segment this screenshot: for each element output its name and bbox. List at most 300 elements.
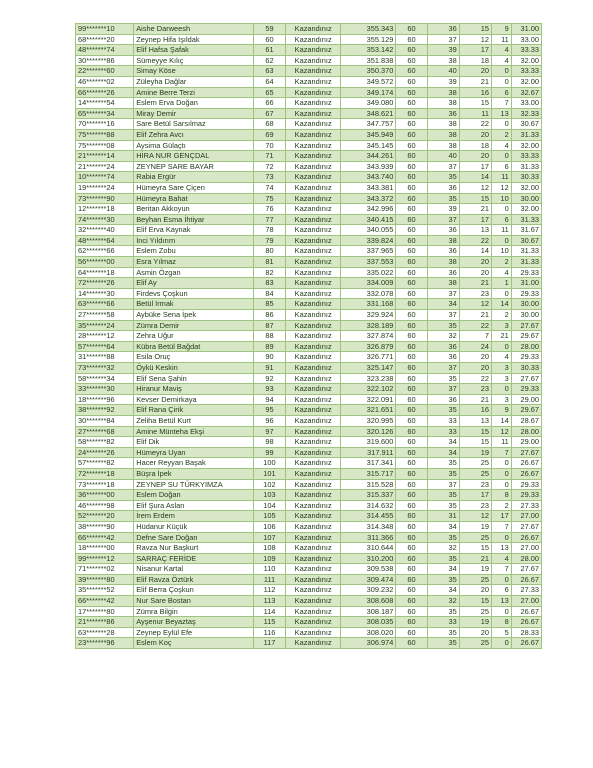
table-row	[76, 627, 542, 638]
correct-cell: 34	[427, 564, 459, 575]
total-questions-cell: 60	[396, 161, 427, 172]
correct-cell: 35	[427, 574, 459, 585]
table-row	[76, 182, 542, 193]
net-cell: 29.33	[511, 267, 541, 278]
score-cell: 309.232	[341, 585, 396, 596]
applicant-id-cell: 18*******96	[76, 394, 134, 405]
applicant-id-cell: 48*******74	[76, 45, 134, 56]
status-cell: Kazandınız	[286, 574, 341, 585]
net-cell: 30.00	[511, 193, 541, 204]
total-questions-cell: 60	[396, 341, 427, 352]
blank-cell: 4	[492, 352, 512, 363]
score-cell: 326.879	[341, 341, 396, 352]
score-cell: 321.651	[341, 405, 396, 416]
status-cell: Kazandınız	[286, 278, 341, 289]
wrong-cell: 20	[459, 363, 491, 374]
name-cell: Sümeyye Kılıç	[134, 55, 254, 66]
table-row	[76, 267, 542, 278]
applicant-id-cell: 52*******20	[76, 511, 134, 522]
correct-cell: 35	[427, 638, 459, 649]
wrong-cell: 11	[459, 108, 491, 119]
wrong-cell: 15	[459, 543, 491, 554]
net-cell: 29.33	[511, 352, 541, 363]
score-cell: 345.949	[341, 129, 396, 140]
table-row	[76, 98, 542, 109]
wrong-cell: 18	[459, 55, 491, 66]
applicant-id-cell: 73*******32	[76, 363, 134, 374]
name-cell: Hüdanur Küçük	[134, 521, 254, 532]
total-questions-cell: 60	[396, 172, 427, 183]
blank-cell: 4	[492, 267, 512, 278]
score-cell: 315.337	[341, 490, 396, 501]
rank-cell: 83	[253, 278, 285, 289]
rank-cell: 66	[253, 98, 285, 109]
rank-cell: 87	[253, 320, 285, 331]
blank-cell: 0	[492, 458, 512, 469]
name-cell: Eslem Doğan	[134, 490, 254, 501]
total-questions-cell: 60	[396, 458, 427, 469]
applicant-id-cell: 21*******86	[76, 617, 134, 628]
total-questions-cell: 60	[396, 606, 427, 617]
results-table-body	[76, 24, 542, 649]
rank-cell: 107	[253, 532, 285, 543]
applicant-id-cell: 75*******88	[76, 129, 134, 140]
score-cell: 334.009	[341, 278, 396, 289]
correct-cell: 36	[427, 267, 459, 278]
total-questions-cell: 60	[396, 384, 427, 395]
status-cell: Kazandınız	[286, 310, 341, 321]
net-cell: 29.67	[511, 331, 541, 342]
table-row	[76, 394, 542, 405]
score-cell: 327.874	[341, 331, 396, 342]
net-cell: 26.67	[511, 468, 541, 479]
total-questions-cell: 60	[396, 45, 427, 56]
score-cell: 337.553	[341, 257, 396, 268]
table-row	[76, 193, 542, 204]
blank-cell: 11	[492, 172, 512, 183]
applicant-id-cell: 14*******30	[76, 288, 134, 299]
table-row	[76, 299, 542, 310]
name-cell: Amine Münteha Ekşi	[134, 426, 254, 437]
rank-cell: 93	[253, 384, 285, 395]
wrong-cell: 18	[459, 140, 491, 151]
total-questions-cell: 60	[396, 225, 427, 236]
status-cell: Kazandınız	[286, 627, 341, 638]
score-cell: 355.129	[341, 34, 396, 45]
applicant-id-cell: 74*******30	[76, 214, 134, 225]
rank-cell: 85	[253, 299, 285, 310]
status-cell: Kazandınız	[286, 606, 341, 617]
blank-cell: 0	[492, 235, 512, 246]
correct-cell: 35	[427, 606, 459, 617]
wrong-cell: 21	[459, 394, 491, 405]
rank-cell: 65	[253, 87, 285, 98]
score-cell: 343.740	[341, 172, 396, 183]
rank-cell: 104	[253, 500, 285, 511]
score-cell: 340.415	[341, 214, 396, 225]
status-cell: Kazandınız	[286, 235, 341, 246]
score-cell: 335.022	[341, 267, 396, 278]
status-cell: Kazandınız	[286, 426, 341, 437]
table-row	[76, 553, 542, 564]
correct-cell: 34	[427, 585, 459, 596]
name-cell: Elif Sena Şahin	[134, 373, 254, 384]
name-cell: Amine Berre Terzi	[134, 87, 254, 98]
total-questions-cell: 60	[396, 437, 427, 448]
rank-cell: 110	[253, 564, 285, 575]
correct-cell: 35	[427, 458, 459, 469]
rank-cell: 74	[253, 182, 285, 193]
wrong-cell: 20	[459, 585, 491, 596]
status-cell: Kazandınız	[286, 214, 341, 225]
applicant-id-cell: 30*******86	[76, 55, 134, 66]
correct-cell: 34	[427, 299, 459, 310]
applicant-id-cell: 57*******82	[76, 458, 134, 469]
rank-cell: 97	[253, 426, 285, 437]
status-cell: Kazandınız	[286, 532, 341, 543]
correct-cell: 38	[427, 257, 459, 268]
total-questions-cell: 60	[396, 574, 427, 585]
score-cell: 308.035	[341, 617, 396, 628]
name-cell: Öykü Keskin	[134, 363, 254, 374]
blank-cell: 0	[492, 151, 512, 162]
correct-cell: 36	[427, 24, 459, 35]
blank-cell: 0	[492, 204, 512, 215]
name-cell: Kübra Betül Bağdat	[134, 341, 254, 352]
score-cell: 322.091	[341, 394, 396, 405]
name-cell: Beritan Akkoyun	[134, 204, 254, 215]
status-cell: Kazandınız	[286, 331, 341, 342]
correct-cell: 38	[427, 129, 459, 140]
blank-cell: 13	[492, 108, 512, 119]
applicant-id-cell: 58*******34	[76, 373, 134, 384]
score-cell: 309.538	[341, 564, 396, 575]
net-cell: 30.67	[511, 235, 541, 246]
score-cell: 349.572	[341, 76, 396, 87]
score-cell: 310.644	[341, 543, 396, 554]
wrong-cell: 13	[459, 225, 491, 236]
status-cell: Kazandınız	[286, 257, 341, 268]
total-questions-cell: 60	[396, 596, 427, 607]
total-questions-cell: 60	[396, 468, 427, 479]
blank-cell: 10	[492, 193, 512, 204]
total-questions-cell: 60	[396, 511, 427, 522]
table-row	[76, 204, 542, 215]
total-questions-cell: 60	[396, 543, 427, 554]
blank-cell: 11	[492, 437, 512, 448]
rank-cell: 105	[253, 511, 285, 522]
correct-cell: 31	[427, 511, 459, 522]
applicant-id-cell: 30*******84	[76, 415, 134, 426]
net-cell: 29.33	[511, 384, 541, 395]
rank-cell: 82	[253, 267, 285, 278]
status-cell: Kazandınız	[286, 193, 341, 204]
net-cell: 33.00	[511, 98, 541, 109]
correct-cell: 36	[427, 225, 459, 236]
table-row	[76, 66, 542, 77]
total-questions-cell: 60	[396, 66, 427, 77]
score-cell: 319.600	[341, 437, 396, 448]
wrong-cell: 23	[459, 479, 491, 490]
correct-cell: 33	[427, 426, 459, 437]
table-row	[76, 151, 542, 162]
name-cell: İrem Erdem	[134, 511, 254, 522]
rank-cell: 111	[253, 574, 285, 585]
status-cell: Kazandınız	[286, 585, 341, 596]
table-row	[76, 606, 542, 617]
status-cell: Kazandınız	[286, 204, 341, 215]
table-row	[76, 76, 542, 87]
blank-cell: 7	[492, 447, 512, 458]
table-row	[76, 447, 542, 458]
wrong-cell: 19	[459, 617, 491, 628]
correct-cell: 32	[427, 331, 459, 342]
rank-cell: 60	[253, 34, 285, 45]
applicant-id-cell: 39*******80	[76, 574, 134, 585]
blank-cell: 12	[492, 426, 512, 437]
correct-cell: 37	[427, 363, 459, 374]
rank-cell: 106	[253, 521, 285, 532]
correct-cell: 39	[427, 45, 459, 56]
table-row	[76, 437, 542, 448]
rank-cell: 78	[253, 225, 285, 236]
table-row	[76, 585, 542, 596]
correct-cell: 37	[427, 479, 459, 490]
table-row	[76, 331, 542, 342]
table-row	[76, 373, 542, 384]
total-questions-cell: 60	[396, 278, 427, 289]
name-cell: Eslem Zobu	[134, 246, 254, 257]
applicant-id-cell: 56*******00	[76, 257, 134, 268]
name-cell: Hümeyra Sare Çiçen	[134, 182, 254, 193]
rank-cell: 70	[253, 140, 285, 151]
wrong-cell: 23	[459, 384, 491, 395]
score-cell: 339.824	[341, 235, 396, 246]
net-cell: 32.67	[511, 87, 541, 98]
wrong-cell: 17	[459, 214, 491, 225]
net-cell: 27.00	[511, 511, 541, 522]
correct-cell: 36	[427, 352, 459, 363]
wrong-cell: 21	[459, 76, 491, 87]
name-cell: Büşra İpek	[134, 468, 254, 479]
blank-cell: 6	[492, 87, 512, 98]
name-cell: Elif Rana Çirik	[134, 405, 254, 416]
rank-cell: 88	[253, 331, 285, 342]
score-cell: 323.238	[341, 373, 396, 384]
score-cell: 331.168	[341, 299, 396, 310]
score-cell: 309.474	[341, 574, 396, 585]
wrong-cell: 20	[459, 129, 491, 140]
wrong-cell: 20	[459, 627, 491, 638]
name-cell: Defne Sare Doğan	[134, 532, 254, 543]
wrong-cell: 20	[459, 151, 491, 162]
net-cell: 31.00	[511, 278, 541, 289]
blank-cell: 13	[492, 596, 512, 607]
name-cell: Aysima Gülaçtı	[134, 140, 254, 151]
applicant-id-cell: 99*******10	[76, 24, 134, 35]
correct-cell: 38	[427, 235, 459, 246]
table-row	[76, 172, 542, 183]
applicant-id-cell: 21*******14	[76, 151, 134, 162]
blank-cell: 3	[492, 394, 512, 405]
net-cell: 32.00	[511, 140, 541, 151]
applicant-id-cell: 48*******64	[76, 235, 134, 246]
rank-cell: 92	[253, 373, 285, 384]
total-questions-cell: 60	[396, 55, 427, 66]
correct-cell: 40	[427, 151, 459, 162]
name-cell: Zehra Uğur	[134, 331, 254, 342]
correct-cell: 35	[427, 320, 459, 331]
status-cell: Kazandınız	[286, 76, 341, 87]
wrong-cell: 21	[459, 278, 491, 289]
blank-cell: 6	[492, 161, 512, 172]
applicant-id-cell: 36*******00	[76, 490, 134, 501]
net-cell: 31.33	[511, 246, 541, 257]
blank-cell: 8	[492, 617, 512, 628]
net-cell: 27.33	[511, 500, 541, 511]
net-cell: 31.67	[511, 225, 541, 236]
wrong-cell: 15	[459, 193, 491, 204]
status-cell: Kazandınız	[286, 500, 341, 511]
net-cell: 28.00	[511, 341, 541, 352]
table-row	[76, 87, 542, 98]
applicant-id-cell: 35*******52	[76, 585, 134, 596]
total-questions-cell: 60	[396, 267, 427, 278]
status-cell: Kazandınız	[286, 225, 341, 236]
total-questions-cell: 60	[396, 490, 427, 501]
applicant-id-cell: 66*******26	[76, 87, 134, 98]
name-cell: Ravza Nur Başkurt	[134, 543, 254, 554]
results-table	[75, 23, 542, 649]
table-row	[76, 521, 542, 532]
name-cell: Elif Zehra Avcı	[134, 129, 254, 140]
net-cell: 27.67	[511, 447, 541, 458]
table-row	[76, 214, 542, 225]
status-cell: Kazandınız	[286, 161, 341, 172]
score-cell: 350.370	[341, 66, 396, 77]
correct-cell: 38	[427, 98, 459, 109]
blank-cell: 6	[492, 214, 512, 225]
rank-cell: 101	[253, 468, 285, 479]
wrong-cell: 12	[459, 511, 491, 522]
rank-cell: 69	[253, 129, 285, 140]
applicant-id-cell: 18*******00	[76, 543, 134, 554]
correct-cell: 38	[427, 55, 459, 66]
name-cell: Eslem Erva Doğan	[134, 98, 254, 109]
name-cell: Hümeyra Bahat	[134, 193, 254, 204]
rank-cell: 98	[253, 437, 285, 448]
correct-cell: 35	[427, 468, 459, 479]
table-row	[76, 500, 542, 511]
correct-cell: 33	[427, 415, 459, 426]
score-cell: 317.911	[341, 447, 396, 458]
blank-cell: 14	[492, 415, 512, 426]
applicant-id-cell: 66*******42	[76, 532, 134, 543]
net-cell: 28.00	[511, 553, 541, 564]
correct-cell: 38	[427, 87, 459, 98]
name-cell: Simay Köse	[134, 66, 254, 77]
total-questions-cell: 60	[396, 521, 427, 532]
score-cell: 349.080	[341, 98, 396, 109]
applicant-id-cell: 31*******88	[76, 352, 134, 363]
blank-cell: 7	[492, 521, 512, 532]
net-cell: 30.00	[511, 299, 541, 310]
total-questions-cell: 60	[396, 129, 427, 140]
total-questions-cell: 60	[396, 426, 427, 437]
name-cell: Hümeyra Uyan	[134, 447, 254, 458]
status-cell: Kazandınız	[286, 108, 341, 119]
applicant-id-cell: 14*******54	[76, 98, 134, 109]
net-cell: 27.33	[511, 585, 541, 596]
wrong-cell: 12	[459, 299, 491, 310]
status-cell: Kazandınız	[286, 320, 341, 331]
status-cell: Kazandınız	[286, 288, 341, 299]
name-cell: İnci Yıldırım	[134, 235, 254, 246]
correct-cell: 36	[427, 108, 459, 119]
total-questions-cell: 60	[396, 98, 427, 109]
wrong-cell: 22	[459, 119, 491, 130]
blank-cell: 0	[492, 638, 512, 649]
name-cell: Aishe Darweesh	[134, 24, 254, 35]
name-cell: Elif Ay	[134, 278, 254, 289]
name-cell: Esila Oruç	[134, 352, 254, 363]
name-cell: Elif Hafsa Şafak	[134, 45, 254, 56]
table-row	[76, 479, 542, 490]
name-cell: Asmin Özgan	[134, 267, 254, 278]
name-cell: Elif Berra Çoşkun	[134, 585, 254, 596]
status-cell: Kazandınız	[286, 246, 341, 257]
rank-cell: 95	[253, 405, 285, 416]
wrong-cell: 12	[459, 34, 491, 45]
wrong-cell: 14	[459, 172, 491, 183]
score-cell: 349.174	[341, 87, 396, 98]
blank-cell: 2	[492, 129, 512, 140]
correct-cell: 39	[427, 204, 459, 215]
wrong-cell: 20	[459, 257, 491, 268]
applicant-id-cell: 10*******74	[76, 172, 134, 183]
wrong-cell: 25	[459, 468, 491, 479]
table-row	[76, 310, 542, 321]
status-cell: Kazandınız	[286, 267, 341, 278]
name-cell: Miray Demir	[134, 108, 254, 119]
correct-cell: 36	[427, 246, 459, 257]
name-cell: SARRAÇ FERİDE	[134, 553, 254, 564]
total-questions-cell: 60	[396, 479, 427, 490]
table-row	[76, 426, 542, 437]
status-cell: Kazandınız	[286, 638, 341, 649]
score-cell: 317.341	[341, 458, 396, 469]
score-cell: 343.372	[341, 193, 396, 204]
net-cell: 31.33	[511, 161, 541, 172]
score-cell: 353.142	[341, 45, 396, 56]
applicant-id-cell: 38*******92	[76, 405, 134, 416]
status-cell: Kazandınız	[286, 405, 341, 416]
status-cell: Kazandınız	[286, 468, 341, 479]
table-row	[76, 119, 542, 130]
net-cell: 27.67	[511, 373, 541, 384]
table-row	[76, 55, 542, 66]
rank-cell: 81	[253, 257, 285, 268]
table-row	[76, 108, 542, 119]
wrong-cell: 23	[459, 500, 491, 511]
rank-cell: 86	[253, 310, 285, 321]
status-cell: Kazandınız	[286, 437, 341, 448]
wrong-cell: 15	[459, 24, 491, 35]
applicant-id-cell: 99*******12	[76, 553, 134, 564]
correct-cell: 35	[427, 490, 459, 501]
total-questions-cell: 60	[396, 363, 427, 374]
net-cell: 27.00	[511, 543, 541, 554]
